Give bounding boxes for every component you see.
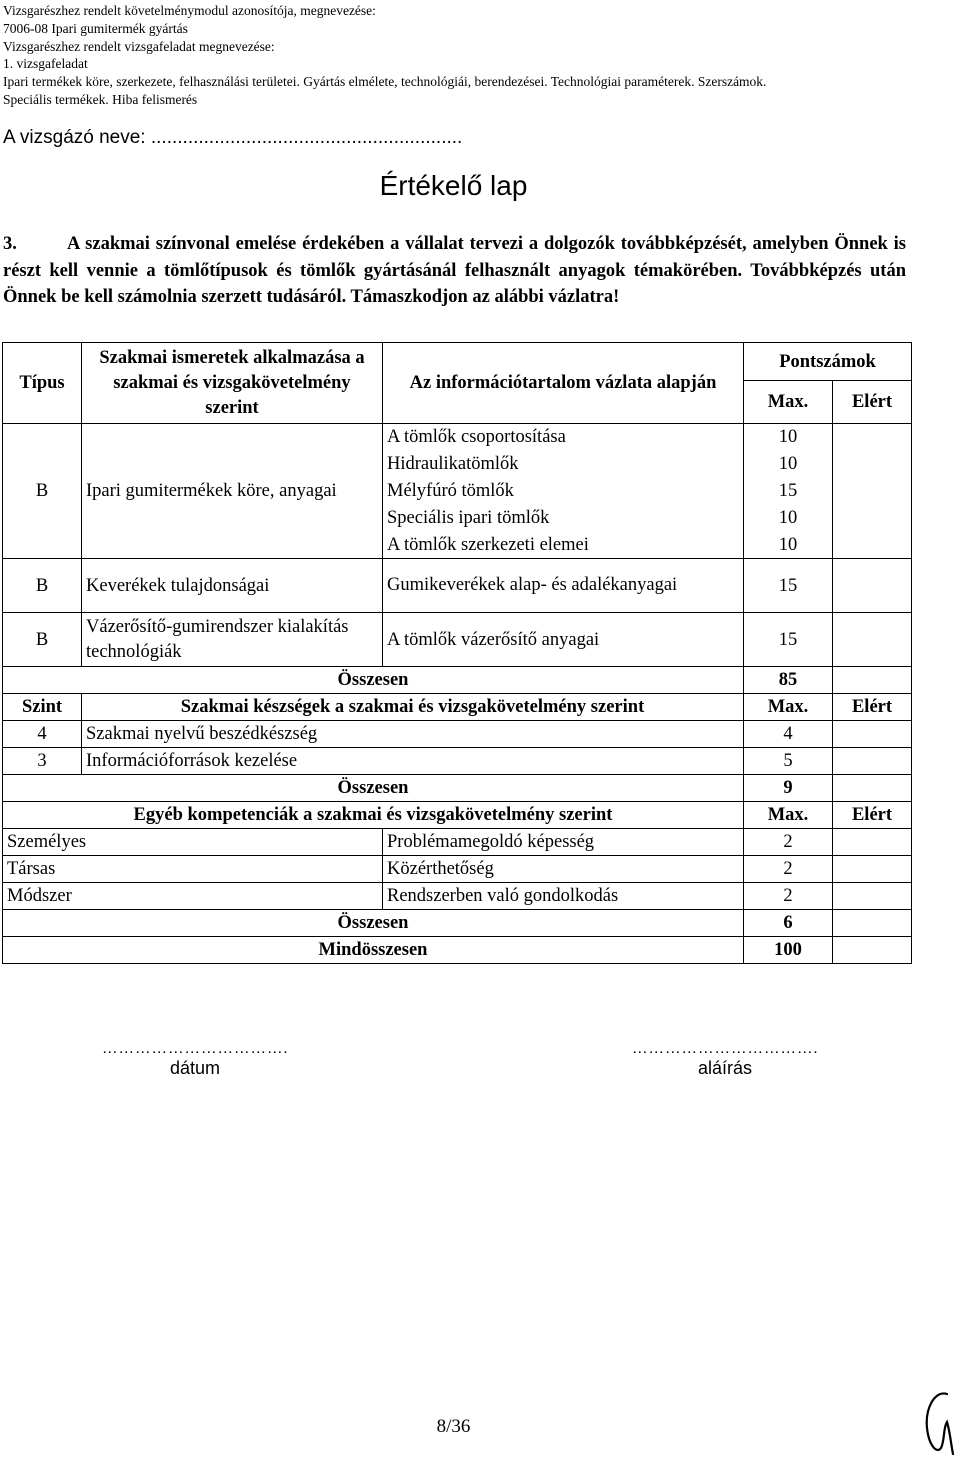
achieved-header: Elért xyxy=(833,694,912,721)
date-dots: ……………………………. xyxy=(101,1040,289,1057)
subtotal-label: Összesen xyxy=(3,775,744,802)
header-line: Speciális termékek. Hiba felismerés xyxy=(3,91,198,107)
grand-total-label: Mindösszesen xyxy=(3,937,744,964)
examinee-name-line: A vizsgázó neve: ........................................................... xyxy=(3,127,463,148)
level-header: Szint xyxy=(3,694,82,721)
header-line: 1. vizsgafeladat xyxy=(3,56,88,72)
subtotal-achieved[interactable] xyxy=(833,910,912,937)
subtotal-label: Összesen xyxy=(3,667,744,694)
section2-type: B xyxy=(3,559,82,613)
evaluation-table xyxy=(2,342,912,964)
skill-level: 4 xyxy=(3,721,82,748)
max-header: Max. xyxy=(744,381,833,424)
header-line: Ipari termékek köre, szerkezete, felhasználási területei. Gyártás elmélete, technológiái, berendezései. Technológiai paraméterek. Szerszámok. xyxy=(3,74,767,90)
skill-text: Szakmai nyelvű beszédkészség xyxy=(82,721,744,748)
competence-max: 2 xyxy=(744,856,833,883)
item-max: 15 xyxy=(744,559,833,613)
task-text: A szakmai színvonal emelése érdekében a vállalat tervezi a dolgozók továbbképzését, amelyben Önnek is részt kell vennie a tömlőtípusok és tömlők gyártásánál felhasznált anyagok témakörében. Továbbképzés után Önnek be kell számolnia szerzett tudásáról. Támaszkodjon az alábbi vázlatra! xyxy=(3,234,906,307)
subtotal-max: 9 xyxy=(744,775,833,802)
item-text: A tömlők csoportosítása xyxy=(383,424,744,451)
signature-dots: ……………………………. xyxy=(631,1040,819,1057)
item-text: Gumikeverékek alap- és adalékanyagai xyxy=(383,559,744,613)
skill-text: Információforrások kezelése xyxy=(82,748,744,775)
item-achieved[interactable] xyxy=(833,424,912,451)
section3-type: B xyxy=(3,613,82,667)
subtotal-max: 6 xyxy=(744,910,833,937)
points-header: Pontszámok xyxy=(744,343,912,381)
page-number: 8/36 xyxy=(436,1416,471,1437)
item-text: Mélyfúró tömlők xyxy=(383,478,744,505)
document-header xyxy=(3,2,766,109)
achieved-header: Elért xyxy=(833,381,912,424)
header-line: Vizsgarészhez rendelt vizsgafeladat megnevezése: xyxy=(3,38,275,54)
handwritten-initial-mark xyxy=(917,1388,959,1460)
item-achieved[interactable] xyxy=(833,613,912,667)
page-title: Értékelő lap xyxy=(379,170,528,201)
subtotal-achieved[interactable] xyxy=(833,775,912,802)
grand-total-achieved[interactable] xyxy=(833,937,912,964)
header-line: Vizsgarészhez rendelt követelménymodul azonosítója, megnevezése: xyxy=(3,3,376,18)
section1-topic: Ipari gumitermékek köre, anyagai xyxy=(82,424,383,559)
item-text: Hidraulikatömlők xyxy=(383,451,744,478)
subtotal-max: 85 xyxy=(744,667,833,694)
section2-topic: Keverékek tulajdonságai xyxy=(82,559,383,613)
date-field[interactable] xyxy=(60,1040,330,1079)
other-competences-header: Egyéb kompetenciák a szakmai és vizsgakövetelmény szerint xyxy=(3,802,744,829)
competence-text: Problémamegoldó képesség xyxy=(383,829,744,856)
item-max: 15 xyxy=(744,478,833,505)
item-max: 10 xyxy=(744,505,833,532)
item-max: 10 xyxy=(744,532,833,559)
item-achieved[interactable] xyxy=(833,505,912,532)
skill-achieved[interactable] xyxy=(833,748,912,775)
item-text: A tömlők vázerősítő anyagai xyxy=(383,613,744,667)
item-text: Speciális ipari tömlők xyxy=(383,505,744,532)
type-header: Típus xyxy=(3,343,82,424)
item-max: 10 xyxy=(744,451,833,478)
competence-category: Módszer xyxy=(3,883,383,910)
item-achieved[interactable] xyxy=(833,532,912,559)
signature-label: aláírás xyxy=(697,1058,753,1078)
skills-header: Szakmai készségek a szakmai és vizsgakövetelmény szerint xyxy=(82,694,744,721)
info-header: Az információtartalom vázlata alapján xyxy=(383,343,744,424)
date-label: dátum xyxy=(169,1058,221,1078)
competence-text: Rendszerben való gondolkodás xyxy=(383,883,744,910)
competence-max: 2 xyxy=(744,829,833,856)
item-achieved[interactable] xyxy=(833,478,912,505)
competence-achieved[interactable] xyxy=(833,883,912,910)
achieved-header: Elért xyxy=(833,802,912,829)
competence-achieved[interactable] xyxy=(833,829,912,856)
subtotal-label: Összesen xyxy=(3,910,744,937)
competence-achieved[interactable] xyxy=(833,856,912,883)
item-achieved[interactable] xyxy=(833,559,912,613)
item-max: 10 xyxy=(744,424,833,451)
competence-category: Társas xyxy=(3,856,383,883)
item-achieved[interactable] xyxy=(833,451,912,478)
max-header: Max. xyxy=(744,802,833,829)
section3-topic: Vázerősítő-gumirendszer kialakítás technológiák xyxy=(82,613,383,667)
skill-level: 3 xyxy=(3,748,82,775)
skill-max: 5 xyxy=(744,748,833,775)
task-description xyxy=(3,231,906,311)
competence-category: Személyes xyxy=(3,829,383,856)
max-header: Max. xyxy=(744,694,833,721)
competence-max: 2 xyxy=(744,883,833,910)
skill-achieved[interactable] xyxy=(833,721,912,748)
header-line: 7006-08 Ipari gumitermék gyártás xyxy=(3,20,188,36)
subtotal-achieved[interactable] xyxy=(833,667,912,694)
item-max: 15 xyxy=(744,613,833,667)
competence-text: Közérthetőség xyxy=(383,856,744,883)
grand-total-max: 100 xyxy=(744,937,833,964)
skill-max: 4 xyxy=(744,721,833,748)
section1-type: B xyxy=(3,424,82,559)
knowledge-header: Szakmai ismeretek alkalmazása a szakmai és vizsgakövetelmény szerint xyxy=(82,343,383,424)
item-text: A tömlők szerkezeti elemei xyxy=(383,532,744,559)
task-number: 3. xyxy=(3,234,17,254)
signature-field[interactable] xyxy=(590,1040,860,1079)
